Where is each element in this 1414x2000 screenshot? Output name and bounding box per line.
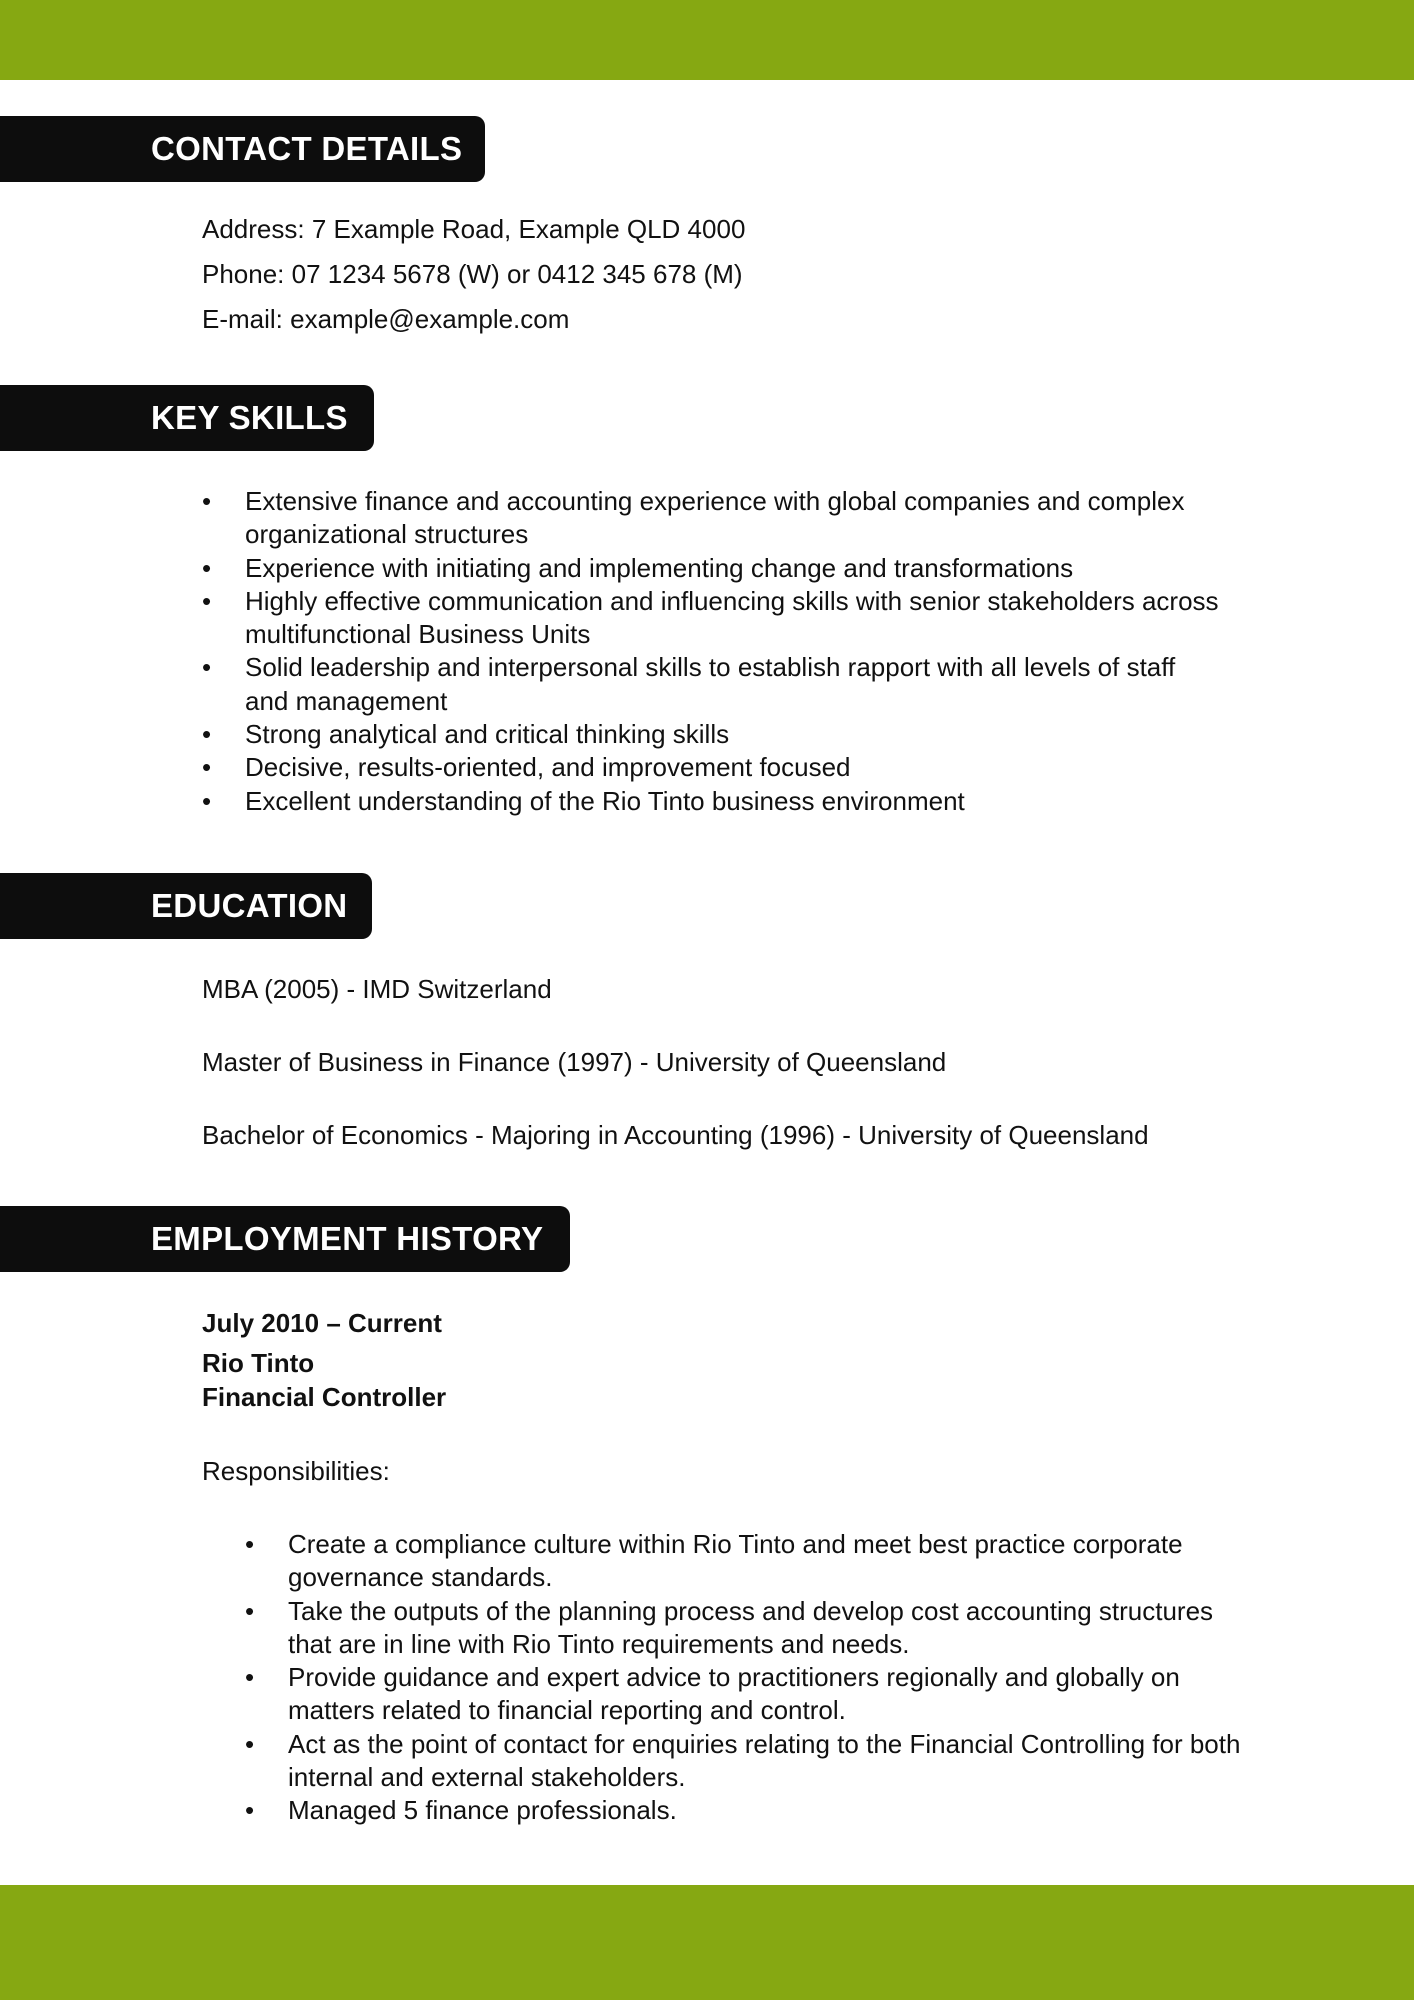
education-item: Master of Business in Finance (1997) - University of Queensland: [202, 1047, 947, 1077]
bottom-accent-band: [0, 1885, 1414, 2000]
contact-details-heading: CONTACT DETAILS: [0, 116, 485, 182]
list-item: • Provide guidance and expert advice to practitioners regionally and globally on matters related to financial reporting and control.: [245, 1661, 1245, 1728]
key-skills-list: [202, 485, 1222, 818]
contact-phone: Phone: 07 1234 5678 (W) or 0412 345 678 (M): [202, 259, 743, 289]
list-item: • Act as the point of contact for enquiries relating to the Financial Controlling for both internal and external stakeholders.: [245, 1728, 1245, 1795]
list-item: • Create a compliance culture within Rio Tinto and meet best practice corporate governance standards.: [245, 1528, 1245, 1595]
education-item: MBA (2005) - IMD Switzerland: [202, 974, 552, 1004]
key-skills-heading: KEY SKILLS: [0, 385, 374, 451]
education-heading: EDUCATION: [0, 873, 372, 939]
contact-address: Address: 7 Example Road, Example QLD 4000: [202, 214, 746, 244]
education-item: Bachelor of Economics - Majoring in Accounting (1996) - University of Queensland: [202, 1120, 1149, 1150]
list-item: • Experience with initiating and implementing change and transformations: [202, 552, 1222, 585]
list-item: • Solid leadership and interpersonal skills to establish rapport with all levels of staff and management: [202, 651, 1222, 718]
list-item: • Extensive finance and accounting experience with global companies and complex organizational structures: [202, 485, 1222, 552]
list-item: • Take the outputs of the planning process and develop cost accounting structures that are in line with Rio Tinto requirements and needs.: [245, 1595, 1245, 1662]
employment-role: Financial Controller: [202, 1382, 447, 1412]
list-item: • Decisive, results-oriented, and improvement focused: [202, 751, 1222, 784]
responsibilities-label: Responsibilities:: [202, 1456, 390, 1486]
list-item: • Excellent understanding of the Rio Tinto business environment: [202, 785, 1222, 818]
list-item: • Highly effective communication and influencing skills with senior stakeholders across multifunctional Business Units: [202, 585, 1222, 652]
employment-period: July 2010 – Current: [202, 1308, 442, 1338]
employment-history-heading: EMPLOYMENT HISTORY: [0, 1206, 570, 1272]
top-accent-band: [0, 0, 1414, 80]
contact-email: E-mail: example@example.com: [202, 304, 570, 334]
employment-company: Rio Tinto: [202, 1348, 315, 1378]
list-item: • Managed 5 finance professionals.: [245, 1794, 1245, 1827]
responsibilities-list: [245, 1528, 1245, 1828]
list-item: • Strong analytical and critical thinking skills: [202, 718, 1222, 751]
